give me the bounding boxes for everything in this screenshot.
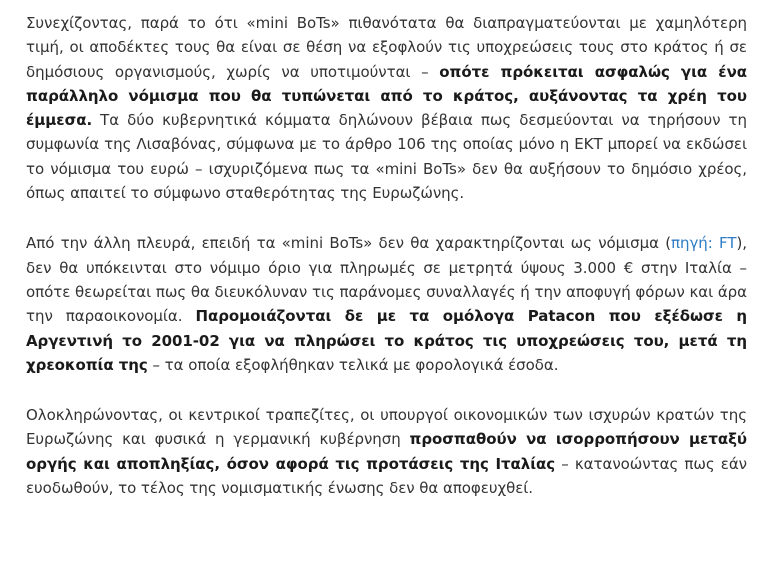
text-segment: – κατανοώντας πως εάν ευοδωθούν, το τέλος της νομισματικής ένωσης δεν θα αποφευχθεί. xyxy=(26,454,748,498)
paragraph-1 xyxy=(26,11,747,205)
text-segment: Από την άλλη πλευρά, επειδή τα «mini BoTs» δεν θα χαρακτηρίζονται ως νόμισμα ( xyxy=(26,234,672,253)
source-link[interactable]: πηγή: FT xyxy=(671,234,737,253)
text-segment: Τα δύο κυβερνητικά κόμματα δηλώνουν βέβαια πως δεσμεύονται να τηρήσουν τη συμφωνία της Λισαβόνας, σύμφωνα με το άρθρο 106 της οποίας μόνο η ΕΚΤ μπορεί να εκδώσει το νόμισμα του ευρώ – ισχυριζόμενα πως τα «mini BoTs» δεν θα αυξήσουν το δημόσιο χρέος, όπως απαιτεί το σύμφωνο σταθερότητας της Ευρωζώνης. xyxy=(26,111,747,203)
text-segment: Συνεχίζοντας, παρά το ότι «mini BoTs» πιθανότατα θα διαπραγματεύονται με χαμηλότερη τιμή, οι αποδέκτες τους θα είναι σε θέση να εξοφλούν τις υποχρεώσεις τους στο κράτος ή σε δημόσιους οργανισμούς, χωρίς να υποτιμούνται – xyxy=(26,14,747,81)
paragraph-2 xyxy=(26,231,747,377)
bold-text-segment: οπότε πρόκειται ασφαλώς για ένα παράλληλο νόμισμα που θα τυπώνεται από το κράτος, αυξάνοντας τα χρέη του έμμεσα. xyxy=(26,62,748,130)
text-segment: Ολοκληρώνοντας, οι κεντρικοί τραπεζίτες, οι υπουργοί οικονομικών των ισχυρών κρατών της Ευρωζώνης και φυσικά η γερμανική κυβέρνηση xyxy=(26,406,747,449)
paragraph-3 xyxy=(26,403,747,500)
text-segment: ), δεν θα υπόκεινται στο νόμιμο όριο για πληρωμές σε μετρητά ύψους 3.000 € στην Ιταλία – οπότε θεωρείται πως θα διευκόλυναν τις παράνομες συναλλαγές ή την αποφυγή φόρων και άρα την παραοικονομία. xyxy=(26,234,747,326)
text-segment: – τα οποία εξοφλήθηκαν τελικά με φορολογικά έσοδα. xyxy=(147,355,559,374)
bold-text-segment: προσπαθούν να ισορροπήσουν μεταξύ οργής και αποπληξίας, όσον αφορά τις προτάσεις της Ιταλίας xyxy=(26,430,747,473)
bold-text-segment: Παρομοιάζονται δε με τα ομόλογα Patacon που εξέδωσε η Αργεντινή το 2001-02 για να πληρώσει το κράτος τις υποχρεώσεις του, μετά τη χρεοκοπία της xyxy=(26,307,747,374)
